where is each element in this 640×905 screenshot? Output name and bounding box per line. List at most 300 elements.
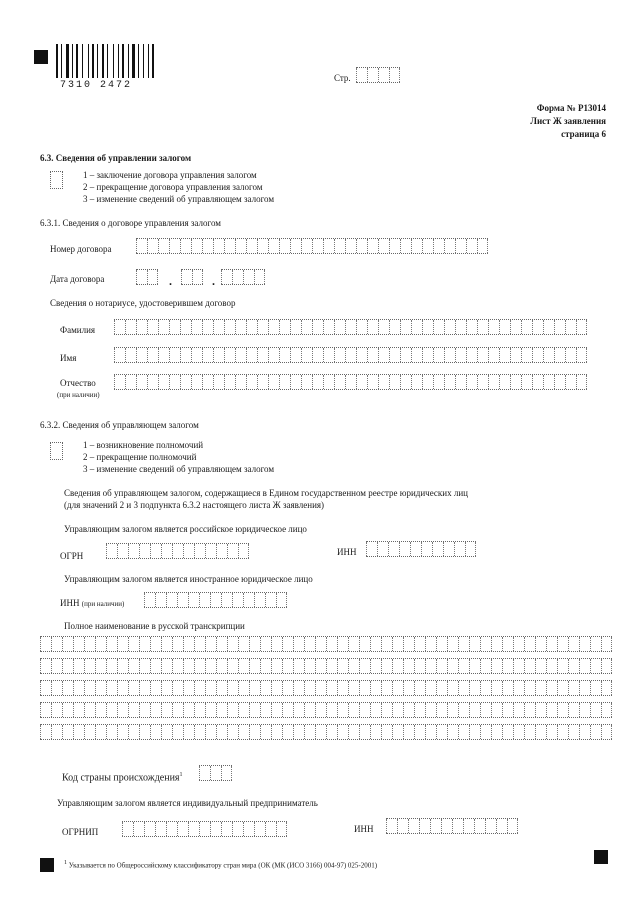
input-cell[interactable] bbox=[172, 725, 183, 739]
input-cell[interactable] bbox=[188, 822, 199, 836]
input-cell[interactable] bbox=[271, 637, 282, 651]
input-cell[interactable] bbox=[260, 725, 271, 739]
input-cell[interactable] bbox=[257, 320, 268, 334]
input-cell[interactable] bbox=[106, 659, 117, 673]
input-cell[interactable] bbox=[455, 320, 466, 334]
input-cell[interactable] bbox=[202, 375, 213, 389]
input-cell[interactable] bbox=[268, 239, 279, 253]
input-cell[interactable] bbox=[403, 703, 414, 717]
input-cell[interactable] bbox=[579, 659, 590, 673]
input-cell[interactable] bbox=[378, 375, 389, 389]
input-cell[interactable] bbox=[507, 819, 518, 833]
input-cell[interactable] bbox=[293, 659, 304, 673]
input-cell[interactable] bbox=[480, 681, 491, 695]
input-cell[interactable] bbox=[392, 637, 403, 651]
manager-status-code-cell[interactable] bbox=[50, 442, 63, 460]
input-cell[interactable] bbox=[194, 637, 205, 651]
input-cell[interactable] bbox=[326, 681, 337, 695]
input-cell[interactable] bbox=[249, 725, 260, 739]
input-cell[interactable] bbox=[227, 703, 238, 717]
input-cell[interactable] bbox=[400, 375, 411, 389]
input-cell[interactable] bbox=[172, 681, 183, 695]
input-cell[interactable] bbox=[565, 320, 576, 334]
input-cell[interactable] bbox=[502, 637, 513, 651]
input-cell[interactable] bbox=[293, 681, 304, 695]
input-cell[interactable] bbox=[139, 659, 150, 673]
input-cell[interactable] bbox=[601, 637, 612, 651]
input-cell[interactable] bbox=[452, 819, 463, 833]
input-cell[interactable] bbox=[521, 320, 532, 334]
input-cell[interactable] bbox=[447, 659, 458, 673]
input-cell[interactable] bbox=[139, 681, 150, 695]
country-code-cells[interactable] bbox=[199, 765, 232, 781]
input-cell[interactable] bbox=[117, 659, 128, 673]
input-cell[interactable] bbox=[323, 375, 334, 389]
input-cell[interactable] bbox=[238, 703, 249, 717]
input-cell[interactable] bbox=[268, 348, 279, 362]
input-cell[interactable] bbox=[323, 348, 334, 362]
input-cell[interactable] bbox=[348, 659, 359, 673]
input-cell[interactable] bbox=[557, 637, 568, 651]
input-cell[interactable] bbox=[421, 542, 432, 556]
input-cell[interactable] bbox=[304, 681, 315, 695]
input-cell[interactable] bbox=[95, 681, 106, 695]
input-cell[interactable] bbox=[432, 542, 443, 556]
input-cell[interactable] bbox=[469, 703, 480, 717]
input-cell[interactable] bbox=[366, 542, 377, 556]
input-cell[interactable] bbox=[84, 659, 95, 673]
input-cell[interactable] bbox=[117, 637, 128, 651]
input-cell[interactable] bbox=[348, 703, 359, 717]
input-cell[interactable] bbox=[345, 239, 356, 253]
input-cell[interactable] bbox=[419, 819, 430, 833]
input-cell[interactable] bbox=[271, 659, 282, 673]
input-cell[interactable] bbox=[172, 637, 183, 651]
input-cell[interactable] bbox=[524, 725, 535, 739]
input-cell[interactable] bbox=[315, 681, 326, 695]
input-cell[interactable] bbox=[590, 637, 601, 651]
input-cell[interactable] bbox=[243, 822, 254, 836]
input-cell[interactable] bbox=[254, 270, 265, 284]
input-cell[interactable] bbox=[238, 544, 249, 558]
input-cell[interactable] bbox=[158, 320, 169, 334]
input-cell[interactable] bbox=[477, 375, 488, 389]
input-cell[interactable] bbox=[535, 703, 546, 717]
input-cell[interactable] bbox=[40, 725, 51, 739]
input-cell[interactable] bbox=[433, 320, 444, 334]
input-cell[interactable] bbox=[510, 320, 521, 334]
foreign-inn-cells[interactable] bbox=[144, 592, 287, 608]
input-cell[interactable] bbox=[205, 544, 216, 558]
input-cell[interactable] bbox=[227, 544, 238, 558]
input-cell[interactable] bbox=[389, 68, 400, 82]
input-cell[interactable] bbox=[359, 681, 370, 695]
input-cell[interactable] bbox=[397, 819, 408, 833]
input-cell[interactable] bbox=[356, 68, 367, 82]
input-cell[interactable] bbox=[381, 681, 392, 695]
input-cell[interactable] bbox=[513, 681, 524, 695]
input-cell[interactable] bbox=[238, 725, 249, 739]
input-cell[interactable] bbox=[161, 703, 172, 717]
input-cell[interactable] bbox=[323, 239, 334, 253]
input-cell[interactable] bbox=[249, 637, 260, 651]
name-cells[interactable] bbox=[114, 347, 587, 363]
input-cell[interactable] bbox=[205, 681, 216, 695]
input-cell[interactable] bbox=[282, 703, 293, 717]
input-cell[interactable] bbox=[232, 822, 243, 836]
input-cell[interactable] bbox=[367, 375, 378, 389]
contract-day-cells[interactable] bbox=[136, 269, 158, 285]
page-number-cells[interactable] bbox=[356, 67, 400, 83]
input-cell[interactable] bbox=[326, 703, 337, 717]
input-cell[interactable] bbox=[304, 659, 315, 673]
input-cell[interactable] bbox=[293, 725, 304, 739]
input-cell[interactable] bbox=[315, 659, 326, 673]
input-cell[interactable] bbox=[466, 239, 477, 253]
input-cell[interactable] bbox=[279, 320, 290, 334]
input-cell[interactable] bbox=[502, 725, 513, 739]
input-cell[interactable] bbox=[554, 320, 565, 334]
input-cell[interactable] bbox=[601, 659, 612, 673]
input-cell[interactable] bbox=[425, 725, 436, 739]
input-cell[interactable] bbox=[224, 320, 235, 334]
input-cell[interactable] bbox=[117, 703, 128, 717]
input-cell[interactable] bbox=[477, 348, 488, 362]
input-cell[interactable] bbox=[84, 725, 95, 739]
input-cell[interactable] bbox=[73, 725, 84, 739]
input-cell[interactable] bbox=[290, 320, 301, 334]
input-cell[interactable] bbox=[210, 766, 221, 780]
input-cell[interactable] bbox=[210, 822, 221, 836]
input-cell[interactable] bbox=[444, 320, 455, 334]
input-cell[interactable] bbox=[485, 819, 496, 833]
input-cell[interactable] bbox=[491, 637, 502, 651]
input-cell[interactable] bbox=[279, 348, 290, 362]
input-cell[interactable] bbox=[377, 542, 388, 556]
input-cell[interactable] bbox=[169, 375, 180, 389]
input-cell[interactable] bbox=[524, 659, 535, 673]
input-cell[interactable] bbox=[106, 681, 117, 695]
input-cell[interactable] bbox=[290, 375, 301, 389]
input-cell[interactable] bbox=[389, 348, 400, 362]
input-cell[interactable] bbox=[136, 270, 147, 284]
input-cell[interactable] bbox=[496, 819, 507, 833]
input-cell[interactable] bbox=[128, 637, 139, 651]
ogrn-cells[interactable] bbox=[106, 543, 249, 559]
input-cell[interactable] bbox=[386, 819, 397, 833]
input-cell[interactable] bbox=[73, 703, 84, 717]
input-cell[interactable] bbox=[436, 725, 447, 739]
input-cell[interactable] bbox=[422, 239, 433, 253]
input-cell[interactable] bbox=[469, 637, 480, 651]
input-cell[interactable] bbox=[257, 348, 268, 362]
input-cell[interactable] bbox=[73, 681, 84, 695]
input-cell[interactable] bbox=[177, 593, 188, 607]
input-cell[interactable] bbox=[271, 703, 282, 717]
input-cell[interactable] bbox=[579, 725, 590, 739]
input-cell[interactable] bbox=[535, 637, 546, 651]
input-cell[interactable] bbox=[40, 703, 51, 717]
input-cell[interactable] bbox=[271, 725, 282, 739]
input-cell[interactable] bbox=[367, 239, 378, 253]
ogrnip-cells[interactable] bbox=[122, 821, 287, 837]
input-cell[interactable] bbox=[210, 593, 221, 607]
input-cell[interactable] bbox=[458, 681, 469, 695]
input-cell[interactable] bbox=[260, 637, 271, 651]
input-cell[interactable] bbox=[568, 659, 579, 673]
input-cell[interactable] bbox=[180, 348, 191, 362]
input-cell[interactable] bbox=[194, 544, 205, 558]
input-cell[interactable] bbox=[414, 659, 425, 673]
input-cell[interactable] bbox=[238, 659, 249, 673]
input-cell[interactable] bbox=[227, 637, 238, 651]
input-cell[interactable] bbox=[499, 320, 510, 334]
input-cell[interactable] bbox=[400, 239, 411, 253]
input-cell[interactable] bbox=[169, 320, 180, 334]
input-cell[interactable] bbox=[436, 637, 447, 651]
input-cell[interactable] bbox=[62, 659, 73, 673]
input-cell[interactable] bbox=[73, 637, 84, 651]
input-cell[interactable] bbox=[312, 348, 323, 362]
input-cell[interactable] bbox=[414, 637, 425, 651]
input-cell[interactable] bbox=[51, 637, 62, 651]
input-cell[interactable] bbox=[139, 637, 150, 651]
input-cell[interactable] bbox=[161, 544, 172, 558]
input-cell[interactable] bbox=[590, 659, 601, 673]
input-cell[interactable] bbox=[114, 320, 125, 334]
input-cell[interactable] bbox=[279, 239, 290, 253]
input-cell[interactable] bbox=[480, 725, 491, 739]
input-cell[interactable] bbox=[510, 375, 521, 389]
input-cell[interactable] bbox=[221, 766, 232, 780]
input-cell[interactable] bbox=[491, 681, 502, 695]
input-cell[interactable] bbox=[194, 703, 205, 717]
input-cell[interactable] bbox=[568, 681, 579, 695]
input-cell[interactable] bbox=[249, 659, 260, 673]
input-cell[interactable] bbox=[469, 725, 480, 739]
input-cell[interactable] bbox=[433, 375, 444, 389]
input-cell[interactable] bbox=[40, 681, 51, 695]
full-name-row[interactable] bbox=[40, 702, 612, 718]
input-cell[interactable] bbox=[425, 659, 436, 673]
input-cell[interactable] bbox=[411, 320, 422, 334]
input-cell[interactable] bbox=[480, 703, 491, 717]
input-cell[interactable] bbox=[576, 320, 587, 334]
input-cell[interactable] bbox=[411, 239, 422, 253]
input-cell[interactable] bbox=[155, 593, 166, 607]
input-cell[interactable] bbox=[411, 348, 422, 362]
surname-cells[interactable] bbox=[114, 319, 587, 335]
input-cell[interactable] bbox=[414, 681, 425, 695]
input-cell[interactable] bbox=[246, 239, 257, 253]
input-cell[interactable] bbox=[227, 659, 238, 673]
input-cell[interactable] bbox=[370, 681, 381, 695]
input-cell[interactable] bbox=[181, 270, 192, 284]
input-cell[interactable] bbox=[257, 375, 268, 389]
input-cell[interactable] bbox=[199, 766, 210, 780]
input-cell[interactable] bbox=[568, 725, 579, 739]
input-cell[interactable] bbox=[290, 348, 301, 362]
input-cell[interactable] bbox=[400, 320, 411, 334]
input-cell[interactable] bbox=[150, 544, 161, 558]
input-cell[interactable] bbox=[227, 725, 238, 739]
input-cell[interactable] bbox=[557, 681, 568, 695]
input-cell[interactable] bbox=[183, 681, 194, 695]
input-cell[interactable] bbox=[469, 659, 480, 673]
input-cell[interactable] bbox=[458, 725, 469, 739]
input-cell[interactable] bbox=[293, 703, 304, 717]
input-cell[interactable] bbox=[62, 703, 73, 717]
input-cell[interactable] bbox=[411, 375, 422, 389]
input-cell[interactable] bbox=[125, 375, 136, 389]
input-cell[interactable] bbox=[378, 320, 389, 334]
input-cell[interactable] bbox=[436, 681, 447, 695]
input-cell[interactable] bbox=[345, 348, 356, 362]
input-cell[interactable] bbox=[513, 659, 524, 673]
input-cell[interactable] bbox=[499, 348, 510, 362]
input-cell[interactable] bbox=[389, 239, 400, 253]
input-cell[interactable] bbox=[276, 593, 287, 607]
input-cell[interactable] bbox=[136, 375, 147, 389]
input-cell[interactable] bbox=[84, 681, 95, 695]
input-cell[interactable] bbox=[238, 681, 249, 695]
input-cell[interactable] bbox=[183, 725, 194, 739]
input-cell[interactable] bbox=[169, 239, 180, 253]
input-cell[interactable] bbox=[279, 375, 290, 389]
input-cell[interactable] bbox=[502, 681, 513, 695]
input-cell[interactable] bbox=[443, 542, 454, 556]
input-cell[interactable] bbox=[125, 320, 136, 334]
input-cell[interactable] bbox=[466, 348, 477, 362]
input-cell[interactable] bbox=[249, 681, 260, 695]
input-cell[interactable] bbox=[51, 725, 62, 739]
input-cell[interactable] bbox=[601, 681, 612, 695]
input-cell[interactable] bbox=[254, 593, 265, 607]
input-cell[interactable] bbox=[117, 725, 128, 739]
input-cell[interactable] bbox=[334, 239, 345, 253]
input-cell[interactable] bbox=[150, 659, 161, 673]
input-cell[interactable] bbox=[535, 681, 546, 695]
input-cell[interactable] bbox=[62, 681, 73, 695]
input-cell[interactable] bbox=[169, 348, 180, 362]
input-cell[interactable] bbox=[304, 703, 315, 717]
input-cell[interactable] bbox=[235, 375, 246, 389]
input-cell[interactable] bbox=[447, 681, 458, 695]
input-cell[interactable] bbox=[84, 703, 95, 717]
input-cell[interactable] bbox=[246, 375, 257, 389]
input-cell[interactable] bbox=[213, 375, 224, 389]
input-cell[interactable] bbox=[447, 637, 458, 651]
input-cell[interactable] bbox=[474, 819, 485, 833]
input-cell[interactable] bbox=[510, 348, 521, 362]
input-cell[interactable] bbox=[546, 681, 557, 695]
input-cell[interactable] bbox=[301, 348, 312, 362]
input-cell[interactable] bbox=[326, 725, 337, 739]
input-cell[interactable] bbox=[106, 637, 117, 651]
input-cell[interactable] bbox=[334, 348, 345, 362]
input-cell[interactable] bbox=[359, 659, 370, 673]
ip-inn-cells[interactable] bbox=[386, 818, 518, 834]
input-cell[interactable] bbox=[326, 637, 337, 651]
input-cell[interactable] bbox=[532, 348, 543, 362]
input-cell[interactable] bbox=[444, 239, 455, 253]
input-cell[interactable] bbox=[381, 637, 392, 651]
input-cell[interactable] bbox=[136, 239, 147, 253]
input-cell[interactable] bbox=[359, 725, 370, 739]
input-cell[interactable] bbox=[144, 822, 155, 836]
input-cell[interactable] bbox=[367, 348, 378, 362]
input-cell[interactable] bbox=[565, 348, 576, 362]
full-name-row[interactable] bbox=[40, 680, 612, 696]
input-cell[interactable] bbox=[106, 725, 117, 739]
input-cell[interactable] bbox=[513, 703, 524, 717]
input-cell[interactable] bbox=[95, 725, 106, 739]
input-cell[interactable] bbox=[125, 348, 136, 362]
input-cell[interactable] bbox=[238, 637, 249, 651]
input-cell[interactable] bbox=[183, 659, 194, 673]
input-cell[interactable] bbox=[444, 348, 455, 362]
input-cell[interactable] bbox=[202, 348, 213, 362]
input-cell[interactable] bbox=[139, 703, 150, 717]
contract-year-cells[interactable] bbox=[221, 269, 265, 285]
input-cell[interactable] bbox=[177, 822, 188, 836]
input-cell[interactable] bbox=[392, 725, 403, 739]
input-cell[interactable] bbox=[246, 320, 257, 334]
input-cell[interactable] bbox=[392, 681, 403, 695]
input-cell[interactable] bbox=[265, 593, 276, 607]
input-cell[interactable] bbox=[213, 348, 224, 362]
input-cell[interactable] bbox=[172, 703, 183, 717]
input-cell[interactable] bbox=[128, 681, 139, 695]
input-cell[interactable] bbox=[136, 320, 147, 334]
input-cell[interactable] bbox=[425, 681, 436, 695]
input-cell[interactable] bbox=[191, 239, 202, 253]
input-cell[interactable] bbox=[147, 375, 158, 389]
input-cell[interactable] bbox=[158, 375, 169, 389]
input-cell[interactable] bbox=[180, 239, 191, 253]
input-cell[interactable] bbox=[359, 703, 370, 717]
input-cell[interactable] bbox=[543, 348, 554, 362]
input-cell[interactable] bbox=[392, 659, 403, 673]
input-cell[interactable] bbox=[282, 637, 293, 651]
input-cell[interactable] bbox=[535, 725, 546, 739]
input-cell[interactable] bbox=[290, 239, 301, 253]
input-cell[interactable] bbox=[337, 725, 348, 739]
input-cell[interactable] bbox=[95, 703, 106, 717]
input-cell[interactable] bbox=[469, 681, 480, 695]
input-cell[interactable] bbox=[502, 659, 513, 673]
input-cell[interactable] bbox=[205, 703, 216, 717]
input-cell[interactable] bbox=[535, 659, 546, 673]
input-cell[interactable] bbox=[51, 681, 62, 695]
input-cell[interactable] bbox=[301, 375, 312, 389]
input-cell[interactable] bbox=[136, 348, 147, 362]
input-cell[interactable] bbox=[224, 375, 235, 389]
input-cell[interactable] bbox=[114, 348, 125, 362]
input-cell[interactable] bbox=[128, 659, 139, 673]
input-cell[interactable] bbox=[73, 659, 84, 673]
input-cell[interactable] bbox=[282, 725, 293, 739]
input-cell[interactable] bbox=[188, 593, 199, 607]
input-cell[interactable] bbox=[260, 659, 271, 673]
input-cell[interactable] bbox=[465, 542, 476, 556]
input-cell[interactable] bbox=[271, 681, 282, 695]
input-cell[interactable] bbox=[576, 375, 587, 389]
input-cell[interactable] bbox=[227, 681, 238, 695]
input-cell[interactable] bbox=[139, 725, 150, 739]
input-cell[interactable] bbox=[194, 659, 205, 673]
input-cell[interactable] bbox=[345, 375, 356, 389]
